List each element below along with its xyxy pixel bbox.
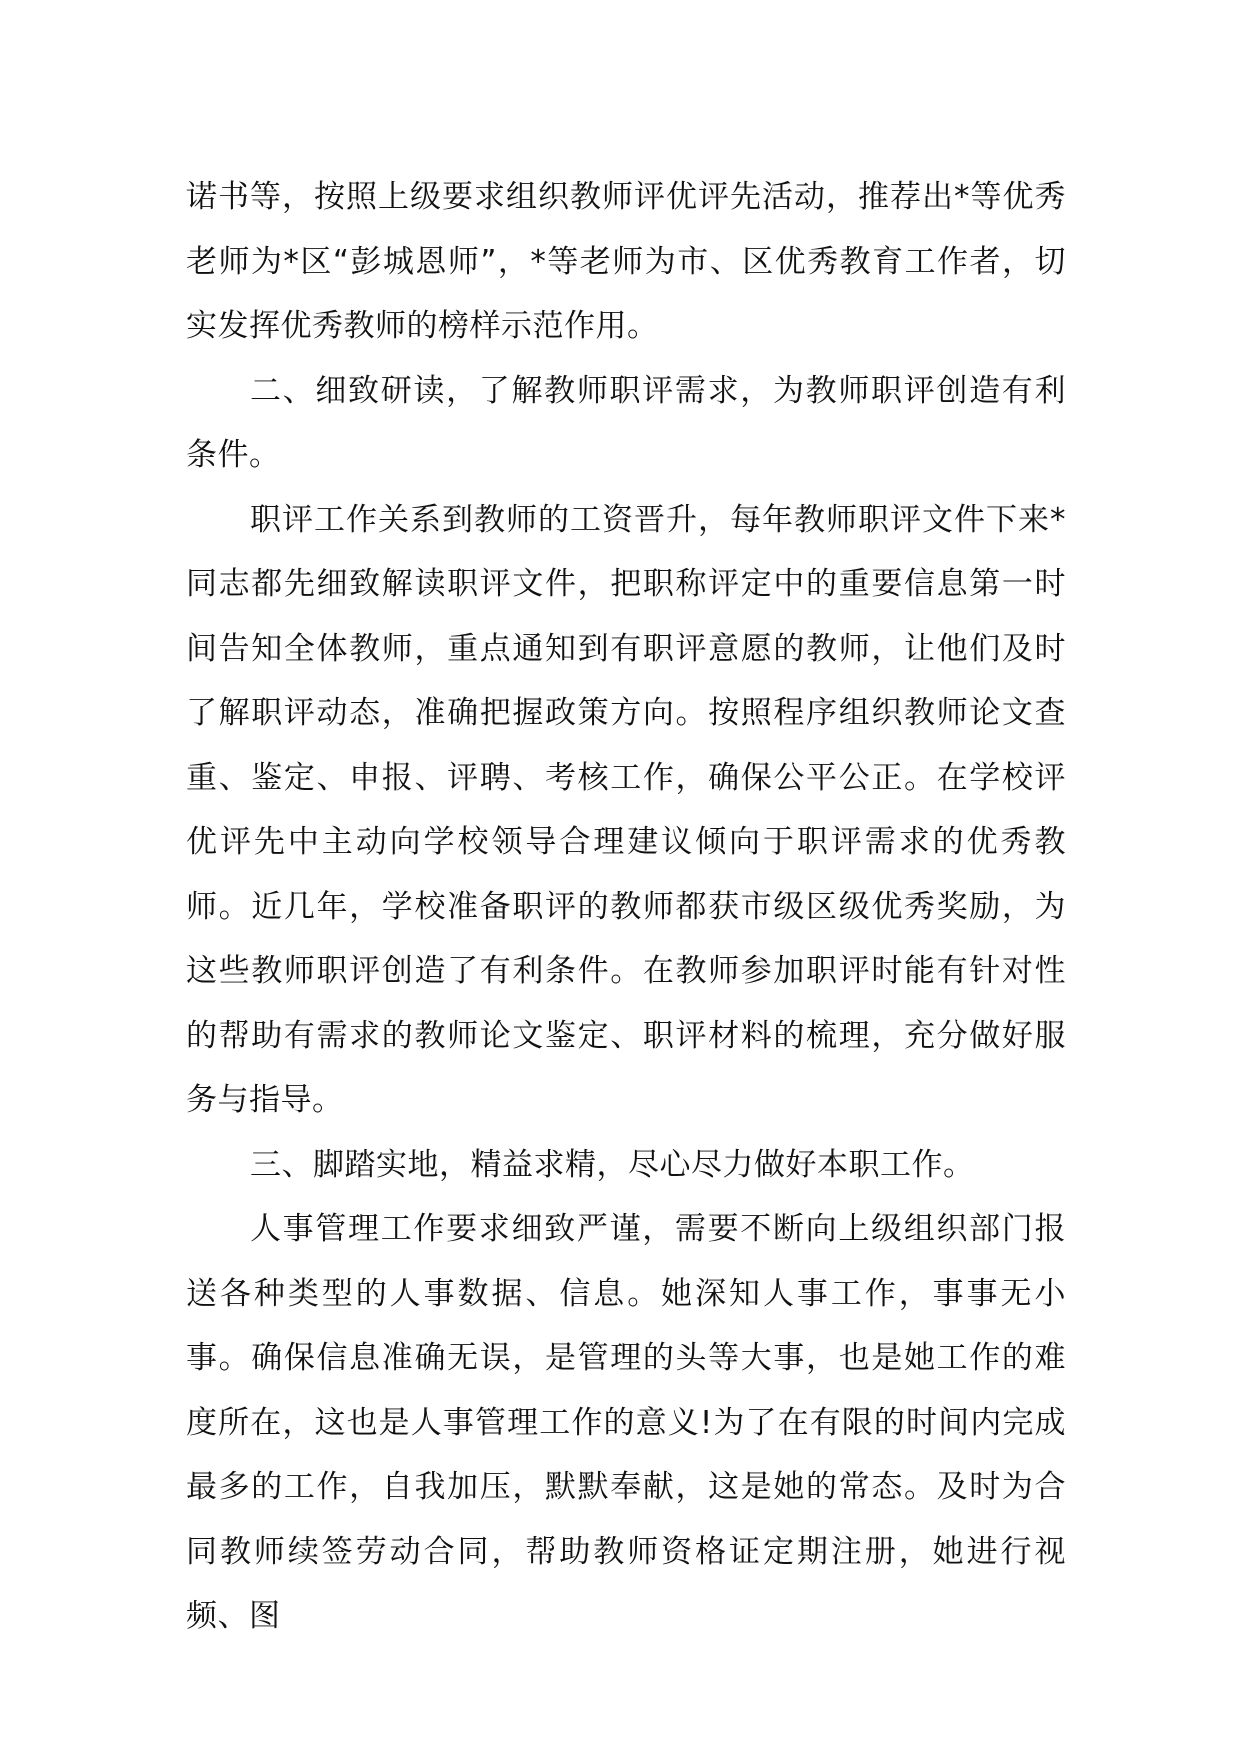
body-paragraph-title-evaluation: 职评工作关系到教师的工资晋升，每年教师职评文件下来*同志都先细致解读职评文件，把职称评定中的重要信息第一时间告知全体教师，重点通知到有职评意愿的教师，让他们及时了解职评动态，准确把握政策方向。按照程序组织教师论文查重、鉴定、申报、评聘、考核工作，确保公平公正。在学校评优评先中主动向学校领导合理建议倾向于职评需求的优秀教师。近几年，学校准备职评的教师都获市级区级优秀奖励，为这些教师职评创造了有利条件。在教师参加职评时能有针对性的帮助有需求的教师论文鉴定、职评材料的梳理，充分做好服务与指导。 [186, 501, 1066, 1118]
body-paragraph-personnel: 人事管理工作要求细致严谨，需要不断向上级组织部门报送各种类型的人事数据、信息。她深知人事工作，事事无小事。确保信息准确无误，是管理的头等大事，也是她工作的难度所在，这也是人事管理工作的意义!为了在有限的时间内完成最多的工作，自我加压，默默奉献，这是她的常态。及时为合同教师续签劳动合同，帮助教师资格证定期注册，她进行视频、图 [186, 1211, 1066, 1634]
section-heading-two: 二、细致研读，了解教师职评需求，为教师职评创造有利条件。 [186, 372, 1066, 473]
body-paragraph-continuation: 诺书等，按照上级要求组织教师评优评先活动，推荐出*等优秀老师为*区“彭城恩师”，*等老师为市、区优秀教育工作者，切实发挥优秀教师的榜样示范作用。 [186, 179, 1066, 344]
section-heading-three: 三、脚踏实地，精益求精，尽心尽力做好本职工作。 [250, 1146, 975, 1183]
document-body [186, 165, 1066, 1649]
